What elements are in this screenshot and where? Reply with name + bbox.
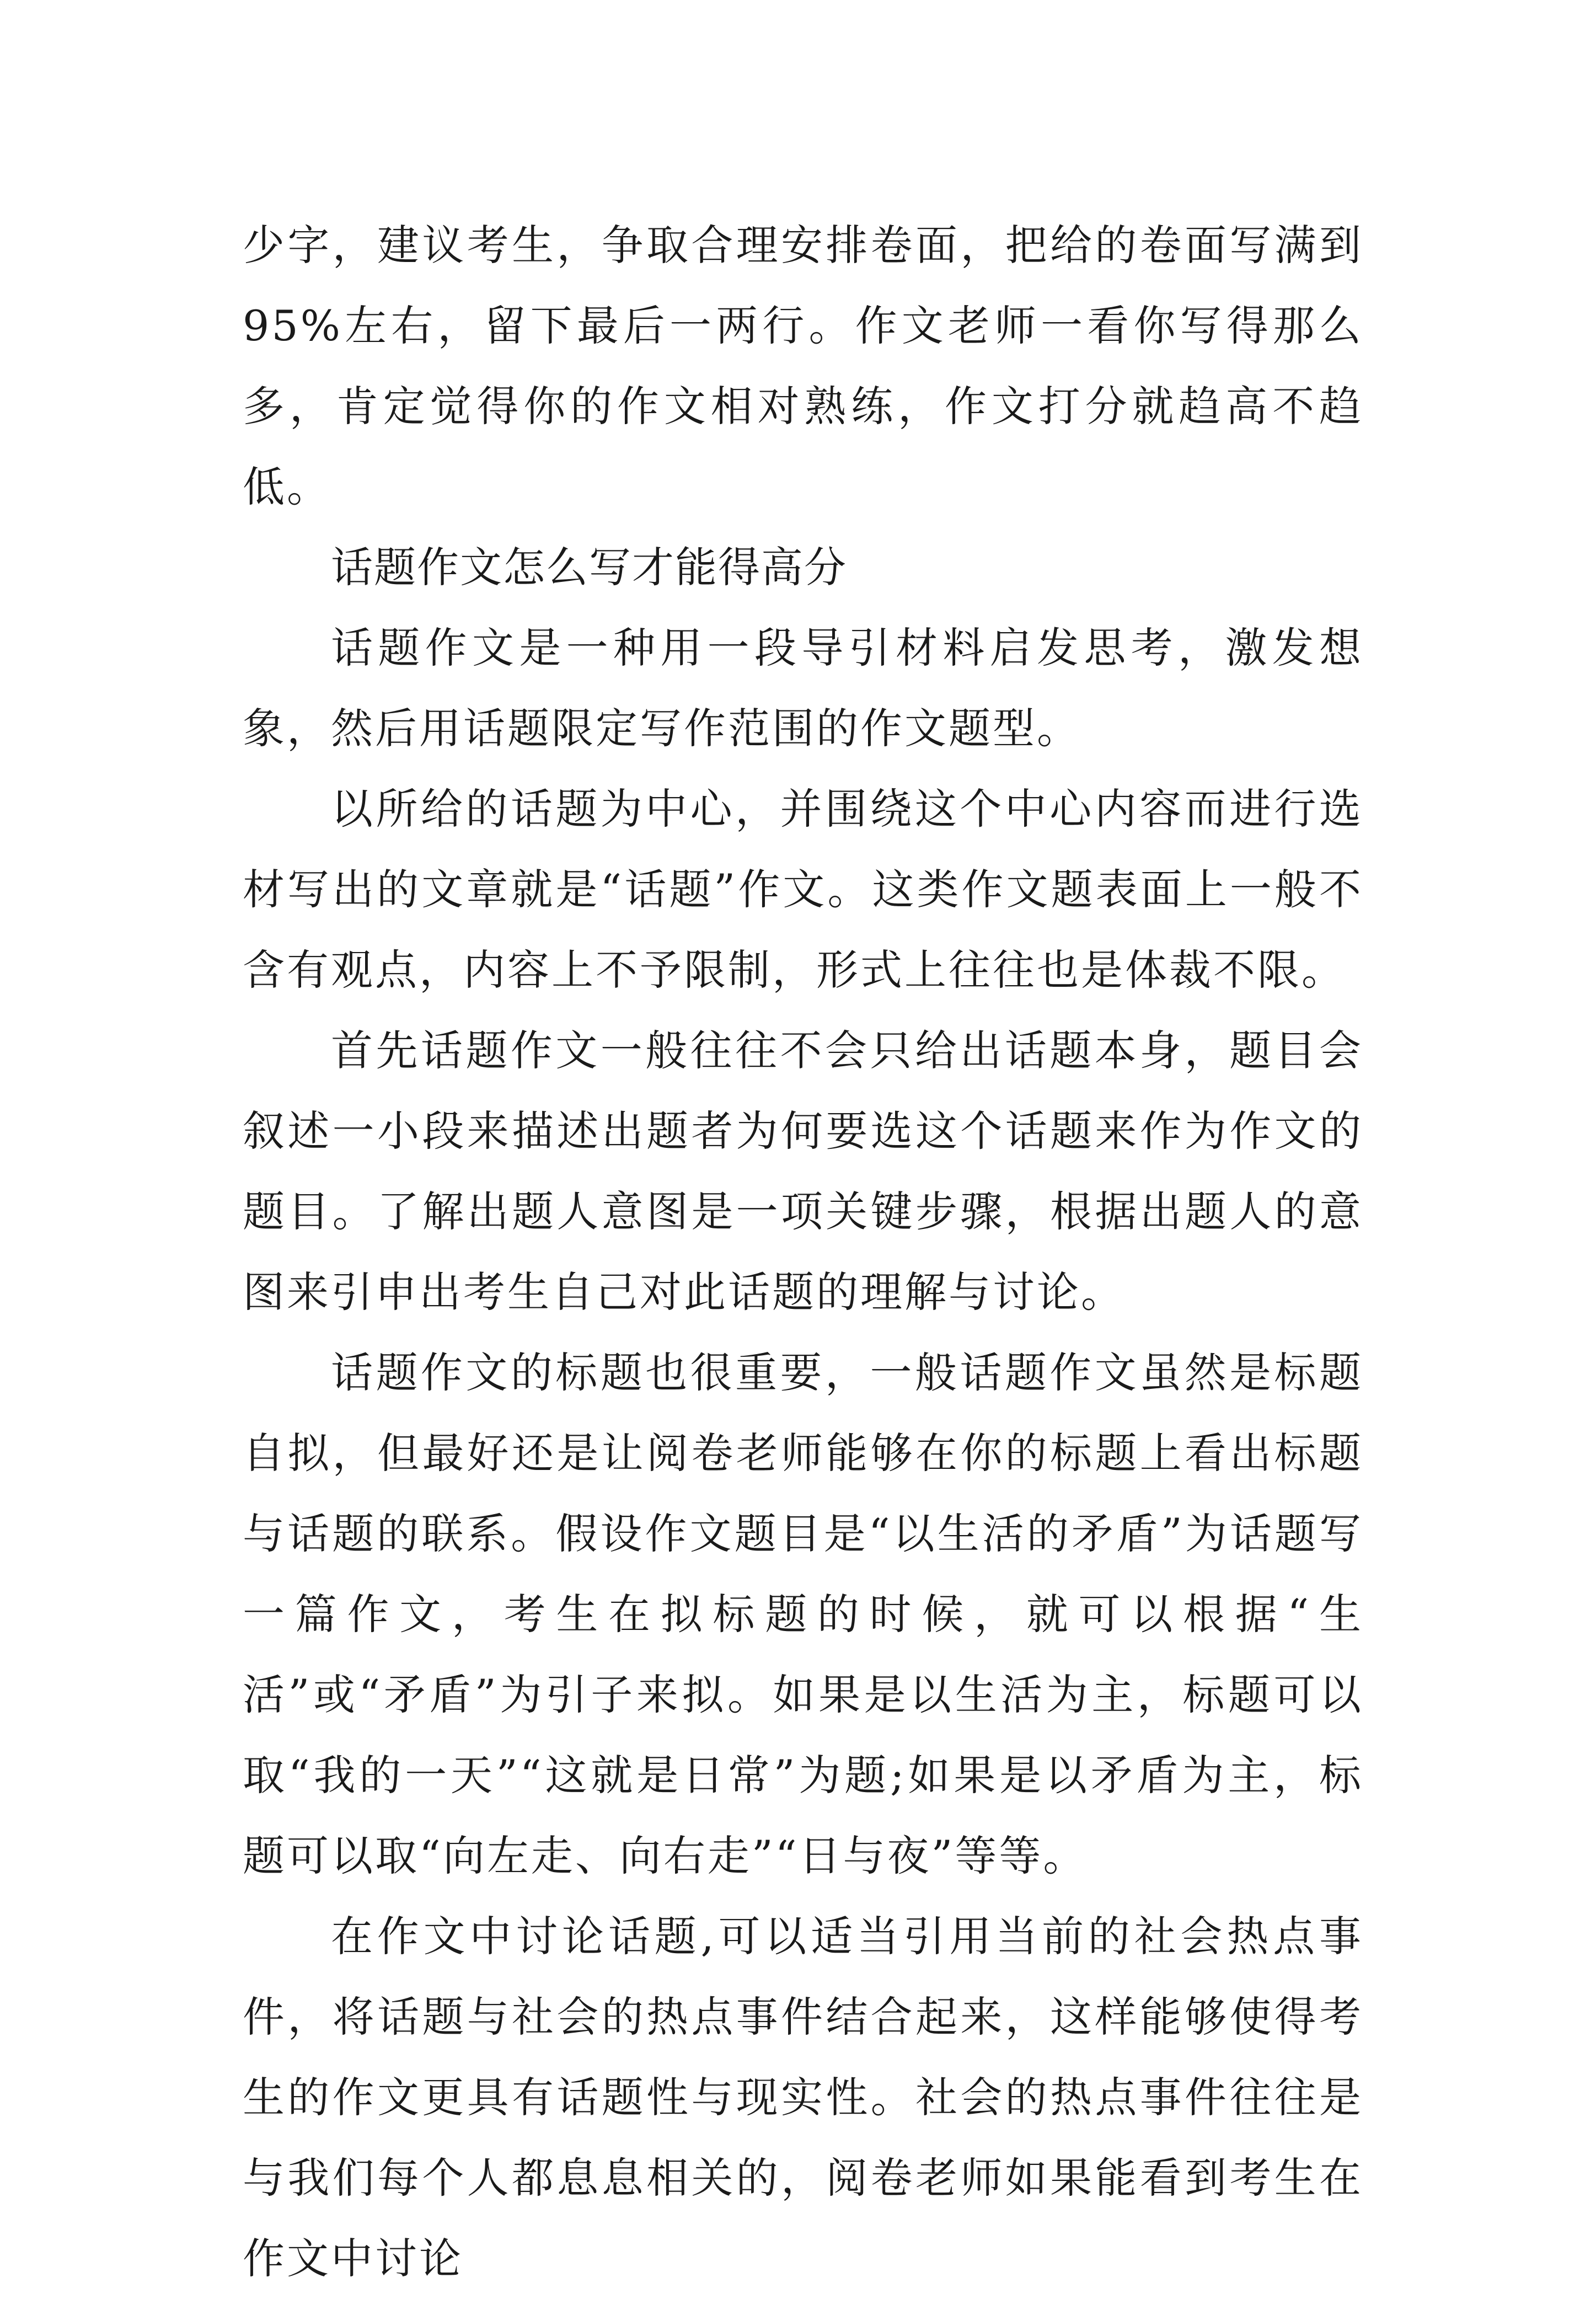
paragraph: 话题作文是一种用一段导引材料启发思考，激发想象，然后用话题限定写作范围的作文题型。 (243, 623, 1363, 753)
paragraph-continuation: 少字，建议考生，争取合理安排卷面，把给的卷面写满到95%左右，留下最后一两行。作文老师一看你写得那么多，肯定觉得你的作文相对熟练，作文打分就趋高不趋低。 (243, 221, 1363, 511)
paragraph: 以所给的话题为中心，并围绕这个中心内容而进行选材写出的文章就是“话题”作文。这类作文题表面上一般不含有观点，内容上不予限制，形式上往往也是体裁不限。 (243, 784, 1363, 995)
paragraph: 在作文中讨论话题,可以适当引用当前的社会热点事件，将话题与社会的热点事件结合起来，这样能够使得考生的作文更具有话题性与现实性。社会的热点事件往往是与我们每个人都息息相关的，阅卷老师如果能看到考生在作文中讨论 (243, 1912, 1363, 2283)
section-heading: 话题作文怎么写才能得高分 (331, 543, 847, 592)
paragraph: 话题作文的标题也很重要，一般话题作文虽然是标题自拟，但最好还是让阅卷老师能够在你的标题上看出标题与话题的联系。假设作文题目是“以生活的矛盾”为话题写一篇作文，考生在拟标题的时候，就可以根据“生活”或“矛盾”为引子来拟。如果是以生活为主，标题可以取“我的一天”“这就是日常”为题;如果是以矛盾为主，标题可以取“向左走、向右走”“日与夜”等等。 (243, 1348, 1363, 1880)
document-body (243, 205, 1363, 2299)
paragraph: 首先话题作文一般往往不会只给出话题本身，题目会叙述一小段来描述出题者为何要选这个话题来作为作文的题目。了解出题人意图是一项关键步骤，根据出题人的意图来引申出考生自己对此话题的理解与讨论。 (243, 1026, 1363, 1317)
